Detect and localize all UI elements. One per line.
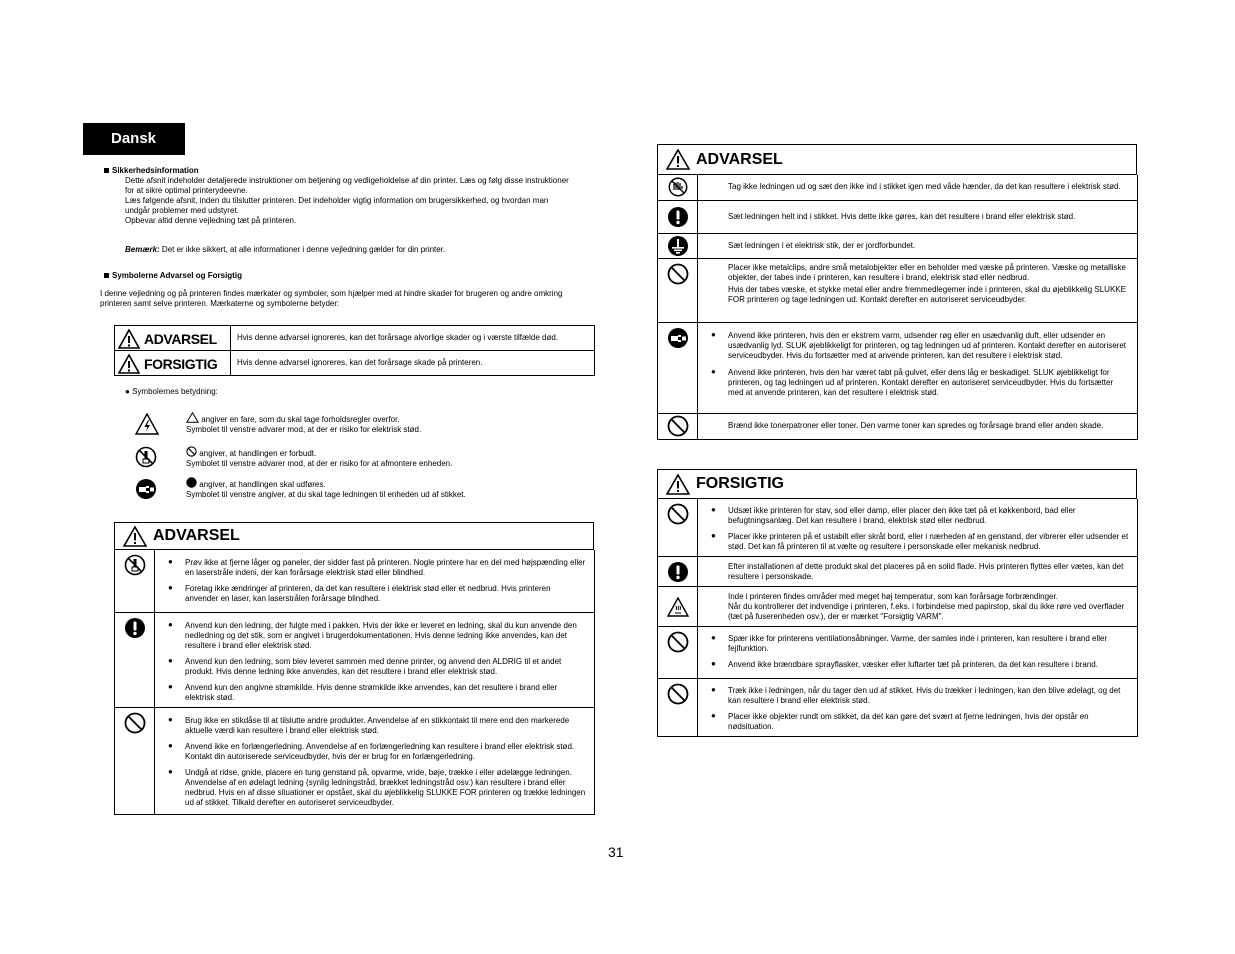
ground-icon <box>667 235 689 257</box>
right-caution-row <box>658 627 1138 679</box>
list-item: ● Placer ikke objekter rundt om stikket, da det kan gøre det svært at fjerne ledningen, hvis der opstår en nødsituation. <box>698 712 1129 732</box>
list-item: ● Prøv ikke at fjerne låger og paneler, der sidder fast på printeren. Nogle printere har en del med højspænding eller en laserstråle indeni, der kan forårsage elektrisk stød eller blindhed. <box>155 558 586 578</box>
warning-triangle-icon <box>666 474 690 495</box>
right-caution-row <box>658 679 1138 737</box>
paragraph: Hvis der tabes væske, et stykke metal eller andre fremmedlegemer inde i printeren, skal du øjeblikkelig SLUKKE FOR printeren og tage ledningen ud. Kontakt derefter en autoriseret serviceudbyder. <box>728 284 1126 304</box>
list-item: ● Træk ikke i ledningen, når du tager den ud af stikket. Hvis du trækker i ledningen, kan den blive ødelagt, og det kan resultere i brand eller elektrisk stød. <box>698 686 1129 706</box>
right-caution-row <box>658 587 1138 627</box>
right-caution-header: FORSIGTIG <box>657 469 1137 499</box>
symbol-explanation-danger: angiver en fare, som du skal tage forholdsregler overfor. Symbolet til venstre advarer mod, at der er risiko for elektrisk stød. <box>186 412 606 435</box>
hot-surface-icon <box>667 597 689 617</box>
mandatory-icon <box>667 561 689 583</box>
warning-triangle-icon <box>666 149 690 170</box>
right-caution-row: Efter installationen af dette produkt skal det placeres på en solid flade. Hvis printeren flyttes eller vætes, kan det resultere i personskade. <box>658 557 1138 587</box>
paragraph: Når du kontrollerer det indvendige i printeren, f.eks. i forbindelse med papirstop, skal du ikke røre ved overflader (tæt på fuserenheden osv.), der er mærket "Forsigtig VARM". <box>728 601 1125 621</box>
list-item: ● Anvend ikke printeren, hvis den har været tabt på gulvet, eller dens låg er beskadiget. SLUK øjeblikkeligt for printeren, og tag ledningen ud af printeren. Kontakt derefter en autoriseret serviceudbyder. Hvis du fortsætter med at anvende printeren, kan det resultere i elektrisk stød. <box>698 368 1129 398</box>
legend-table <box>114 325 595 376</box>
no-disassemble-icon <box>135 446 157 468</box>
unplug-icon <box>135 478 157 500</box>
right-warning-row: Tag ikke ledningen ud og sæt den ikke ind i stikket igen med våde hænder, da det kan resultere i elektrisk stød. <box>658 175 1138 200</box>
list-item: ● Undgå at ridse, gnide, placere en tung genstand på, opvarme, vride, bøje, trække i eller ødelægge ledningen. Anvendelse af en ødelagt ledning (synlig ledningstråd, brækket ledningstråd osv.) kan resultere i brand eller nedbrud. Hvis en af disse situationer er opstået, skal du øjeblikkelig SLUKKE FOR printeren og trække ledningen ud af stikket. Tilkald derefter en autoriseret serviceudbyder. <box>155 768 586 808</box>
list-item: ● Placer ikke printeren på et ustabilt eller skråt bord, eller i nærheden af en genstand, der vibrerer eller udsender et stød. Det kan få printeren til at vælte og resultere i personskade eller mekanisk nedbrud. <box>698 532 1129 552</box>
list-item: ● Anvend kun den angivne strømkilde. Hvis denne strømkilde ikke anvendes, kan det resultere i brand eller elektrisk stød. <box>155 683 586 703</box>
legend-advarsel-text: Hvis denne advarsel ignoreres, kan det forårsage alvorlige skader og i værste tilfælde død. <box>231 326 595 351</box>
warning-triangle-icon <box>123 526 147 547</box>
list-item: ● Anvend ikke printeren, hvis den er ekstrem varm, udsender røg eller en usædvanlig duft, eller udsender en usædvanlig lyd. SLUK øjeblikkeligt for printeren, og tag ledningen ud af printeren. Kontakt derefter en autoriseret serviceudbyder. Hvis du fortsætter med at anvende printeren, kan det resultere i elektrisk stød. <box>698 331 1129 361</box>
symbol-explanation-mandatory: angiver, at handlingen skal udføres. Symbolet til venstre angiver, at du skal tage ledningen til enheden ud af stikket. <box>186 477 606 500</box>
right-warning-row <box>658 322 1138 413</box>
paragraph: Inde i printeren findes områder med meget høj temperatur, som kan forårsage forbrændinger. <box>728 591 1058 601</box>
prohibition-icon <box>667 683 689 705</box>
right-warning-row: Sæt ledningen helt ind i stikket. Hvis dette ikke gøres, kan det resultere i brand eller elektrisk stød. <box>658 200 1138 233</box>
unplug-icon <box>667 327 689 349</box>
list-item: ● Anvend kun den ledning, der fulgte med i pakken. Hvis der ikke er leveret en ledning, skal du kun anvende den nedledning og det stik, som er angivet i brugerdokumentationen. Hvis denne ledning ikke anvendes, kan det resultere i brand eller elektrisk stød. <box>155 621 586 651</box>
prohibition-icon <box>667 263 689 285</box>
left-warning-header: ADVARSEL <box>114 522 594 550</box>
right-warning-header: ADVARSEL <box>657 144 1137 175</box>
no-disassemble-icon <box>124 554 146 576</box>
paragraph: Placer ikke metalclips, andre små metalobjekter eller en beholder med væske på printeren. Væske og metalliske objekter, der tabes inde i printeren, kan resultere i brand, elektrisk stød eller nedbrud. <box>728 262 1126 282</box>
shock-triangle-icon <box>135 413 159 435</box>
left-warning-row <box>115 612 595 707</box>
intro-text: Dette afsnit indeholder detaljerede instruktioner om betjening og vedligeholdelse af din printer. Læs og følg disse instruktioner for at sikre optimal printerydeevne. Læs følgende afsnit, inden du tilslutter printeren. Det indeholder vigtig information om brugersikkerhed, og hvordan man undgår problemer med udstyret. Opbevar altid denne vejledning tæt på printeren. <box>125 176 569 225</box>
prohibition-icon <box>124 712 146 734</box>
list-item: ● Udsæt ikke printeren for støv, sod eller damp, eller placer den ikke tæt på et køkkenbord, bad eller befugtningsanlæg. Det kan resultere i brand, elektrisk stød eller nedbrud. <box>698 506 1129 526</box>
list-item: ● Anvend ikke en forlængerledning. Anvendelse af en forlængerledning kan resultere i brand eller elektrisk stød. Kontakt din autoriserede serviceudbyder, hvis der er brug for en forlængerledning. <box>155 742 586 762</box>
right-warning-row: Brænd ikke tonerpatroner eller toner. Den varme toner kan spredes og forårsage brand eller anden skade. <box>658 413 1138 439</box>
right-caution-row <box>658 499 1138 557</box>
no-wet-hands-icon <box>668 177 688 197</box>
note: Bemærk: Det er ikke sikkert, at alle informationer i denne vejledning gælder for din printer. <box>125 245 446 254</box>
legend-forsigtig-label: FORSIGTIG <box>115 351 231 376</box>
symbols-paragraph: I denne vejledning og på printeren findes mærkater og symboler, som hjælper med at hindre skader for brugeren og andre omkring printeren samt selve printeren. Mærkaterne og symbolerne betyder: <box>100 289 563 308</box>
right-warning-box <box>657 144 1137 440</box>
symbols-title: ● Symbolernes betydning: <box>125 387 218 396</box>
language-tab: Dansk <box>83 123 185 155</box>
symbol-explanation-prohibited: angiver, at handlingen er forbudt. Symbolet til venstre advarer mod, at der er risiko for at afmontere enheden. <box>186 446 606 469</box>
legend-forsigtig-text: Hvis denne advarsel ignoreres, kan det forårsage skade på printeren. <box>231 351 595 376</box>
list-item: ● Brug ikke en stikdåse til at tilslutte andre produkter. Anvendelse af en stikkontakt til mere end den markerede aktuelle værdi kan resultere i brand eller elektrisk stød. <box>155 716 586 736</box>
right-warning-row <box>658 258 1138 322</box>
left-warning-row <box>115 550 595 612</box>
heading-safety-info: Sikkerhedsinformation <box>104 166 199 176</box>
list-item: ● Anvend ikke brændbare sprayflasker, væsker eller luftarter tæt på printeren, da det kan resultere i brand. <box>698 660 1129 670</box>
warning-triangle-icon <box>118 329 140 349</box>
page-number: 31 <box>608 844 624 860</box>
heading-symbols: Symbolerne Advarsel og Forsigtig <box>104 271 242 281</box>
prohibition-icon <box>667 631 689 653</box>
left-warning-box <box>114 522 594 815</box>
prohibition-icon <box>667 415 689 437</box>
prohibition-icon <box>186 446 197 457</box>
right-warning-row: Sæt ledningen i et elektrisk stik, der er jordforbundet. <box>658 233 1138 258</box>
triangle-outline-icon <box>186 412 199 423</box>
list-item: ● Foretag ikke ændringer af printeren, da det kan resultere i elektrisk stød eller et nedbrud. Hvis printeren anvender en laser, kan laserstrålen forårsage blindhed. <box>155 584 586 604</box>
warning-triangle-icon <box>118 354 140 374</box>
mandatory-icon <box>667 206 689 228</box>
mandatory-icon <box>124 617 146 639</box>
legend-advarsel-label: ADVARSEL <box>115 326 231 351</box>
list-item: ● Spær ikke for printerens ventilationsåbninger. Varme, der samles inde i printeren, kan resultere i brand eller fejlfunktion. <box>698 634 1129 654</box>
left-warning-row <box>115 707 595 814</box>
prohibition-icon <box>667 503 689 525</box>
right-caution-box <box>657 469 1137 737</box>
filled-circle-icon <box>186 477 197 488</box>
list-item: ● Anvend kun den ledning, som blev leveret sammen med denne printer, og anvend den ALDRIG til et andet produkt. Hvis denne ledning ikke anvendes, kan det resultere i brand eller elektrisk stød. <box>155 657 586 677</box>
